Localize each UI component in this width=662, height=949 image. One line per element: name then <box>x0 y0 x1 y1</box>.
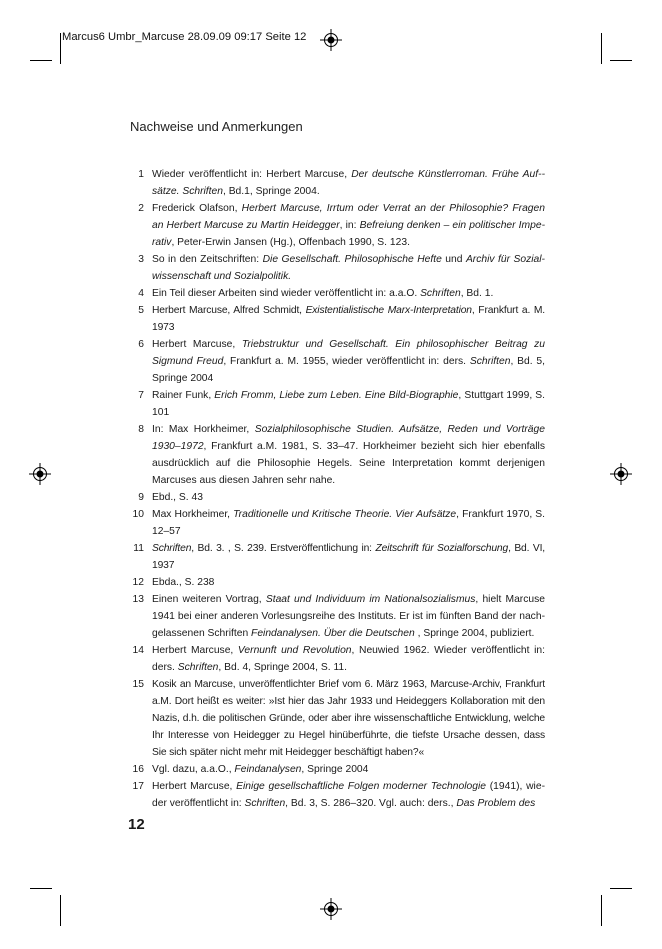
note-italic-segment: Vernunft und Revolution <box>237 645 352 656</box>
registration-mark-icon <box>610 463 632 485</box>
note-item <box>120 166 545 200</box>
note-segment: , Bd. 4, Springe 2004, S. 11. <box>218 662 348 673</box>
note-item <box>120 251 545 285</box>
note-segment: , Bd. VI, 1937 <box>152 543 546 571</box>
note-segment: , Frankfurt a. M. 1955, wieder veröffentlicht in: ders. <box>223 356 470 367</box>
note-text <box>152 251 545 285</box>
note-item <box>120 387 545 421</box>
note-segment: , Peter-Erwin Jansen (Hg.), Offenbach 1990, S. 123. <box>171 237 410 248</box>
note-item <box>120 778 545 812</box>
crop-mark-bottom-left-vertical <box>60 895 61 926</box>
page-number: 12 <box>128 816 145 833</box>
note-segment: Einen weiteren Vortrag, <box>152 594 266 605</box>
note-number: 13 <box>132 594 144 605</box>
note-text <box>152 591 545 642</box>
note-item <box>120 642 545 676</box>
note-number: 9 <box>138 492 144 503</box>
note-text <box>152 302 545 336</box>
note-text <box>152 574 545 591</box>
note-segment: Vgl. dazu, a.a.O., <box>152 764 235 775</box>
note-segment: , Bd.1, Springe 2004. <box>222 186 320 197</box>
note-italic-segment: Erich Fromm, Liebe zum Leben. Eine Bild-Biographie <box>214 390 459 401</box>
note-italic-segment: Einige gesellschaftliche Folgen moderner Technologie <box>236 781 486 792</box>
note-italic-segment: Zeitschrift für Sozialforschung <box>375 543 509 554</box>
note-italic-segment: Herbert Marcuse, Irrtum oder Verrat an der Philosophie? Fragen an Herbert Marcuse zu Martin Heidegger <box>152 203 545 231</box>
note-number: 7 <box>138 390 144 401</box>
note-segment: , Frankfurt 1970, S. 12–57 <box>152 509 545 537</box>
note-number: 15 <box>132 679 144 690</box>
note-segment: Ebd., S. 43 <box>152 492 203 503</box>
note-italic-segment: Schriften <box>420 288 461 299</box>
note-italic-segment: Schriften <box>469 356 511 367</box>
note-number: 17 <box>132 781 144 792</box>
note-segment: Herbert Marcuse, <box>152 645 238 656</box>
registration-mark-icon <box>320 29 342 51</box>
note-item <box>120 285 545 302</box>
note-item <box>120 302 545 336</box>
note-item <box>120 421 545 489</box>
note-segment: , Bd. 1. <box>460 288 494 299</box>
note-text <box>152 761 545 778</box>
crop-mark-bottom-left-horizontal <box>30 888 52 889</box>
note-segment: , Bd. 3, S. 286–320. Vgl. auch: ders., <box>285 798 457 809</box>
registration-mark-icon <box>320 898 342 920</box>
note-text <box>152 387 545 421</box>
note-number: 6 <box>138 339 144 350</box>
note-item <box>120 540 545 574</box>
note-italic-segment: Schriften <box>152 543 192 554</box>
note-number: 16 <box>132 764 144 775</box>
note-italic-segment: Traditionelle und Kritische Theorie. Vier Aufsätze <box>233 509 457 520</box>
note-number: 3 <box>138 254 144 265</box>
note-item <box>120 489 545 506</box>
note-segment: und <box>441 254 466 265</box>
note-number: 5 <box>138 305 144 316</box>
note-number: 1 <box>138 169 144 180</box>
note-text <box>152 489 545 506</box>
note-italic-segment: Schriften <box>177 662 219 673</box>
note-segment: , Springe 2004 <box>301 764 369 775</box>
note-segment: , Stuttgart 1999, S. 101 <box>152 390 546 418</box>
note-segment: Ein Teil dieser Arbeiten sind wieder veröffentlicht in: a.a.O. <box>152 288 421 299</box>
note-italic-segment: Sozialphilosophische Studien. Aufsätze, Reden und Vorträge 1930–1972 <box>152 424 545 452</box>
note-italic-segment: Existentialistische Marx-Interpretation <box>305 305 472 316</box>
note-segment: (1941), wieder veröffentlicht in: <box>152 781 545 809</box>
note-segment: Max Horkheimer, <box>152 509 234 520</box>
note-segment: , Neuwied 1962. Wieder veröffentlicht in: ders. <box>152 645 545 673</box>
note-italic-segment: Der deutsche Künstlerroman. Frühe Auf-sätze. Schriften <box>152 169 545 197</box>
note-text <box>152 676 545 761</box>
note-text <box>152 285 545 302</box>
note-item <box>120 506 545 540</box>
note-italic-segment: Schriften <box>244 798 286 809</box>
note-text <box>152 506 545 540</box>
notes-list <box>120 166 545 812</box>
note-segment: , in: <box>339 220 360 231</box>
note-item <box>120 200 545 251</box>
note-segment: Frederick Olafson, <box>152 203 242 214</box>
note-text <box>152 166 545 200</box>
crop-mark-top-left-vertical <box>60 33 61 64</box>
note-segment: , Springe 2004, publiziert. <box>414 628 535 639</box>
note-italic-segment: Archiv für Sozialwissenschaft und Sozialpolitik. <box>152 254 545 282</box>
crop-mark-bottom-right-horizontal <box>610 888 632 889</box>
note-text <box>152 540 545 574</box>
note-italic-segment: Das Problem des <box>456 798 536 809</box>
note-item <box>120 761 545 778</box>
note-segment: Wieder veröffentlicht in: Herbert Marcuse, <box>152 169 352 180</box>
note-italic-segment: Triebstruktur und Gesellschaft. Ein philosophischer Beitrag zu Sigmund Freud <box>152 339 545 367</box>
print-slug: Marcus6 Umbr_Marcuse 28.09.09 09:17 Seite 12 <box>62 31 307 43</box>
note-item <box>120 574 545 591</box>
crop-mark-top-right-vertical <box>601 33 602 64</box>
note-text <box>152 778 545 812</box>
note-text <box>152 421 545 489</box>
crop-mark-top-right-horizontal <box>610 60 632 61</box>
note-item <box>120 591 545 642</box>
note-italic-segment: Staat und Individuum im Nationalsozialismus <box>265 594 476 605</box>
note-segment: Herbert Marcuse, <box>152 781 237 792</box>
note-segment: In: Max Horkheimer, <box>152 424 255 435</box>
note-segment: Herbert Marcuse, Alfred Schmidt, <box>152 305 306 316</box>
registration-mark-icon <box>29 463 51 485</box>
note-number: 11 <box>133 543 144 554</box>
note-number: 12 <box>132 577 144 588</box>
note-item <box>120 676 545 761</box>
note-segment: Herbert Marcuse, <box>152 339 242 350</box>
note-segment: , Bd. 5, Springe 2004 <box>152 356 545 384</box>
note-segment: So in den Zeitschriften: <box>152 254 263 265</box>
note-segment: , Bd. 3. , S. 239. Erstveröffentlichung in: <box>191 543 376 554</box>
note-item <box>120 336 545 387</box>
note-text <box>152 200 545 251</box>
note-italic-segment: Befreiung denken – ein politischer Imperativ <box>152 220 545 248</box>
note-text <box>152 336 545 387</box>
note-segment: , Frankfurt a.M. 1981, S. 33–47. Horkheimer bezieht sich hier ebenfalls ausdrücklich auf die Philosophie Hegels. Seine Interpretation kommt derjenigen Marcuses aus diesen Jahren sehr nahe. <box>152 441 545 486</box>
note-segment: , Frankfurt a. M. 1973 <box>152 305 546 333</box>
note-italic-segment: Feindanalysen <box>234 764 302 775</box>
note-italic-segment: Feindanalysen. Über die Deutschen <box>251 628 415 639</box>
note-segment: , hielt Marcuse 1941 bei einer anderen Vorlesungsreihe des Instituts. Er ist im fünften Band der nachgelassenen Schriften <box>152 594 545 639</box>
note-number: 10 <box>132 509 144 520</box>
note-number: 4 <box>138 288 144 299</box>
note-number: 14 <box>132 645 144 656</box>
crop-mark-top-left-horizontal <box>30 60 52 61</box>
crop-mark-bottom-right-vertical <box>601 895 602 926</box>
note-segment: Ebda., S. 238 <box>152 577 215 588</box>
note-text <box>152 642 545 676</box>
note-number: 8 <box>138 424 144 435</box>
note-number: 2 <box>138 203 144 214</box>
note-segment: Kosik an Marcuse, unveröffentlichter Brief vom 6. März 1963, Marcuse-Archiv, Frankfurt a.M. Dort heißt es weiter: »Ist hier das Jahr 1933 und Heideggers Kollaboration mit den Nazis, d.h. die politischen Gründe, oder aber ihre wissenschaftliche Entwicklung, welche Ihr Interesse von Heidegger zu Hegel hinüberführte, die tiefste Ursache dessen, dass Sie sich später nicht mehr mit Heidegger beschäftigt haben?« <box>152 679 545 758</box>
note-segment: Rainer Funk, <box>152 390 215 401</box>
note-italic-segment: Die Gesellschaft. Philosophische Hefte <box>262 254 442 265</box>
section-title: Nachweise und Anmerkungen <box>130 119 303 134</box>
